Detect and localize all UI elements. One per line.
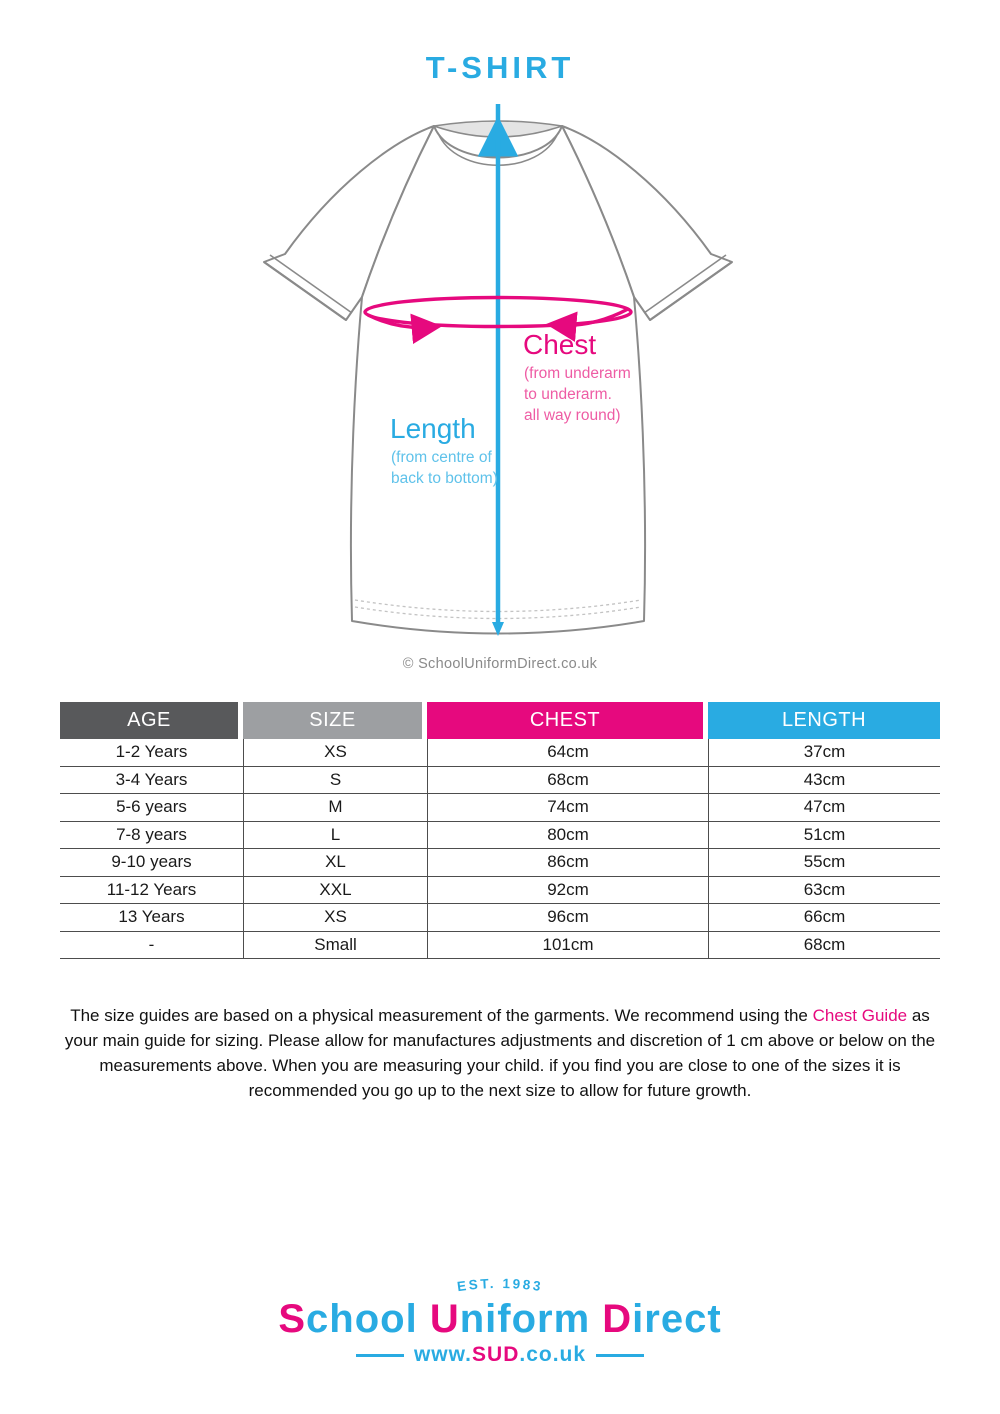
table-row <box>60 877 940 905</box>
logo-text-part: irect <box>632 1297 722 1341</box>
table-row <box>60 849 940 877</box>
table-cell: 86cm <box>427 849 708 876</box>
logo-url-row <box>0 1343 1000 1367</box>
table-cell: 47cm <box>708 794 940 821</box>
table-cell: 43cm <box>708 767 940 794</box>
table-cell: 92cm <box>427 877 708 904</box>
table-row <box>60 822 940 850</box>
table-cell: L <box>243 822 427 849</box>
logo-dash-left <box>356 1354 404 1357</box>
tshirt-measurement-diagram <box>0 104 1000 652</box>
table-cell: 63cm <box>708 877 940 904</box>
table-cell: XS <box>243 739 427 766</box>
table-cell: 68cm <box>708 932 940 959</box>
chest-sub-1: (from underarm <box>524 365 631 382</box>
table-cell: 80cm <box>427 822 708 849</box>
table-cell: 51cm <box>708 822 940 849</box>
table-cell: 64cm <box>427 739 708 766</box>
table-cell: 74cm <box>427 794 708 821</box>
table-row <box>60 932 940 960</box>
table-cell: S <box>243 767 427 794</box>
table-cell: XS <box>243 904 427 931</box>
table-row <box>60 904 940 932</box>
table-row <box>60 794 940 822</box>
size-table-header-cell: LENGTH <box>708 702 940 739</box>
table-cell: - <box>148 934 155 954</box>
length-sub-1: (from centre of <box>391 449 492 466</box>
note-after: as your main guide for sizing. Please allow for manufactures adjustments and discretion of 1 cm above or below on the measurements above. When you are measuring your child. if you find you are close to one of the sizes it is recommended you go up to the next size to allow for future growth. <box>64 1006 936 1100</box>
page-title: T-SHIRT <box>425 50 575 85</box>
copyright-text: © SchoolUniformDirect.co.uk <box>402 656 598 672</box>
logo-text-part: U <box>429 1297 460 1341</box>
tshirt-diagram-svg <box>240 104 760 652</box>
logo-text-part: S <box>278 1297 307 1341</box>
note-chest-guide: Chest Guide <box>812 1006 908 1025</box>
table-cell: 5-6 years <box>116 797 187 816</box>
table-cell: 7-8 years <box>116 824 187 844</box>
table-cell: XXL <box>243 877 427 904</box>
logo-url <box>414 1343 586 1367</box>
table-cell: 13 Years <box>118 907 185 926</box>
svg-text:EST. 1983 <box>456 1276 544 1294</box>
chest-sub-3: all way round) <box>524 407 621 424</box>
size-table-header-cell: CHEST <box>427 702 708 739</box>
table-cell: M <box>243 794 427 821</box>
table-cell: 9-10 years <box>111 852 192 871</box>
length-sub-2: back to bottom) <box>391 470 498 487</box>
logo-text-part <box>590 1297 602 1341</box>
table-cell: 96cm <box>427 904 708 931</box>
logo-text-part: SUD <box>472 1343 520 1366</box>
table-cell: 55cm <box>708 849 940 876</box>
size-table-body <box>60 739 940 959</box>
chest-label: Chest <box>523 329 597 360</box>
table-cell: XL <box>243 849 427 876</box>
note-before: The size guides are based on a physical measurement of the garments. We recommend using the <box>70 1006 813 1025</box>
logo-text-part: chool <box>306 1297 418 1341</box>
table-row <box>60 739 940 767</box>
size-table <box>60 702 940 959</box>
chest-sub-2: to underarm. <box>524 386 612 403</box>
size-note <box>55 1003 945 1103</box>
logo-text-part: www. <box>413 1343 473 1366</box>
table-cell: 1-2 Years <box>115 742 188 761</box>
logo-text-part <box>418 1297 430 1341</box>
table-cell: 11-12 Years <box>106 879 197 899</box>
logo-dash-right <box>596 1354 644 1357</box>
table-row <box>60 767 940 795</box>
logo-text-part: .co.uk <box>519 1343 587 1366</box>
logo-text-part: niform <box>459 1297 591 1341</box>
table-cell: 101cm <box>427 932 708 959</box>
size-table-header-row <box>60 702 940 739</box>
logo-est-text: EST. 1983 <box>456 1275 544 1295</box>
table-cell: 68cm <box>427 767 708 794</box>
size-table-header-cell: SIZE <box>243 702 427 739</box>
table-cell: Small <box>243 932 427 959</box>
brand-logo <box>0 1271 1000 1367</box>
size-table-header-cell: AGE <box>60 702 243 739</box>
logo-wordmark <box>0 1299 1000 1339</box>
table-cell: 66cm <box>708 904 940 931</box>
table-cell: 37cm <box>708 739 940 766</box>
length-label: Length <box>390 413 476 444</box>
table-cell: 3-4 Years <box>115 769 188 789</box>
logo-text-part: D <box>602 1297 633 1341</box>
